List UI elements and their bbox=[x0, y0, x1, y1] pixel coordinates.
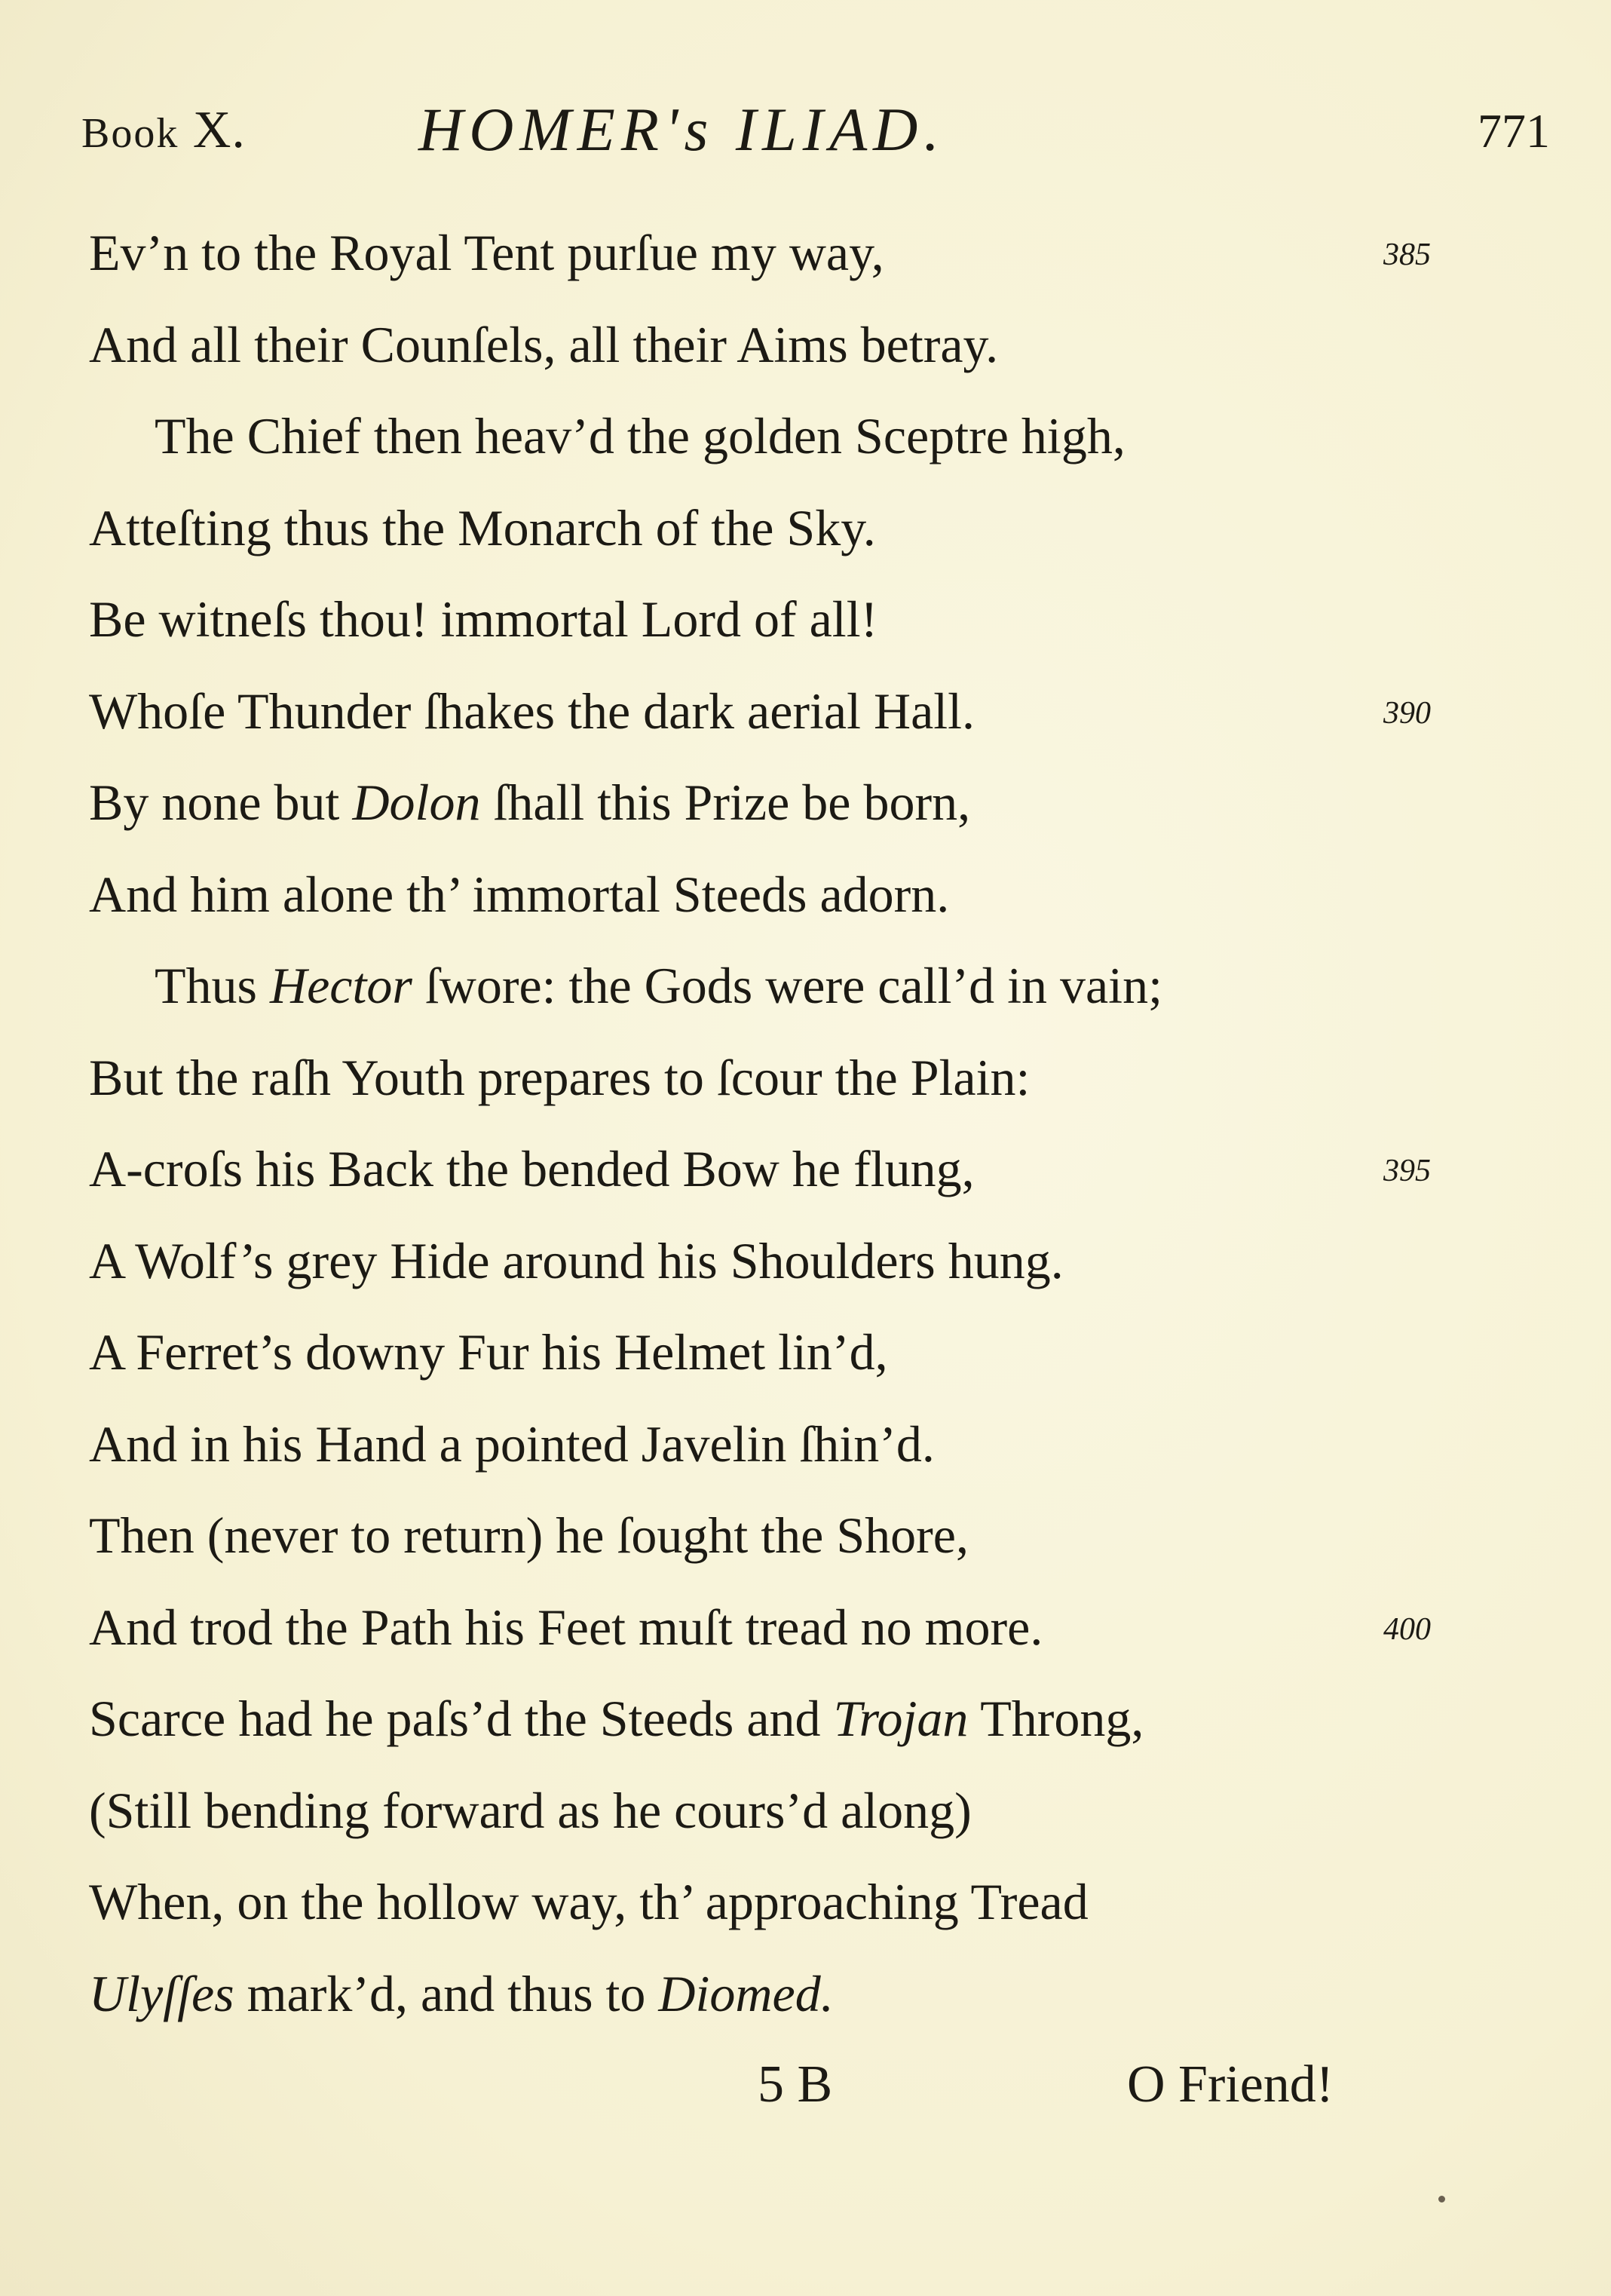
verse-text: A Wolf’s grey Hide around his Shoulders hung. bbox=[89, 1231, 1064, 1289]
verse-line-text bbox=[155, 952, 1162, 1019]
verse-text: Scarce had he paſs’d the Steeds and bbox=[89, 1690, 834, 1747]
running-header bbox=[0, 87, 1611, 170]
verse-line bbox=[0, 219, 1611, 311]
verse-line bbox=[0, 1227, 1611, 1319]
book-label bbox=[81, 100, 246, 161]
verse-text: And in his Hand a pointed Javelin ſhin’d. bbox=[89, 1415, 935, 1473]
verse-text: A-croſs his Back the bended Bow he flung, bbox=[89, 1140, 975, 1197]
verse-text: And him alone th’ immortal Steeds adorn. bbox=[89, 865, 950, 923]
verse-line-text bbox=[89, 1135, 975, 1203]
verse-line bbox=[0, 1960, 1611, 2052]
verse-line-text bbox=[89, 1318, 888, 1386]
verse-line-text bbox=[89, 1501, 969, 1569]
verse-text: And all their Counſels, all their Aims betray. bbox=[89, 315, 999, 373]
verse-line-text bbox=[89, 860, 949, 928]
verse-line bbox=[0, 402, 1611, 494]
verse-line-text bbox=[89, 311, 998, 379]
verse-line bbox=[0, 1410, 1611, 1502]
verse-line bbox=[0, 952, 1611, 1044]
verse-line-text bbox=[89, 1593, 1043, 1661]
verse-line-text bbox=[89, 1868, 1089, 1936]
italic-name: Hector bbox=[270, 957, 412, 1014]
italic-name: Diomed. bbox=[658, 1964, 834, 2022]
verse-line bbox=[0, 677, 1611, 769]
verse-text: But the raſh Youth prepares to ſcour the Plain: bbox=[89, 1048, 1031, 1106]
verse-line-text bbox=[89, 1776, 972, 1844]
italic-name: Trojan bbox=[833, 1690, 969, 1747]
verse-line bbox=[0, 860, 1611, 952]
verse-text: ſhall this Prize be born, bbox=[480, 774, 971, 831]
verse-line-text bbox=[89, 677, 975, 745]
verse-text: (Still bending forward as he cours’d along) bbox=[89, 1781, 972, 1839]
verse-line-text bbox=[89, 219, 884, 287]
italic-name: Ulyſſes bbox=[89, 1964, 234, 2022]
signature-mark: 5 B bbox=[758, 2055, 833, 2114]
verse-line bbox=[0, 1593, 1611, 1685]
line-number: 395 bbox=[1383, 1154, 1431, 1188]
verse-line-text bbox=[89, 1044, 1030, 1111]
verse-text: Then (never to return) he ſought the Shore, bbox=[89, 1507, 969, 1564]
page-number: 771 bbox=[1478, 104, 1550, 158]
verse-line-text bbox=[89, 494, 876, 562]
page-footer bbox=[0, 2055, 1611, 2138]
line-number: 385 bbox=[1383, 238, 1431, 272]
line-number: 400 bbox=[1383, 1611, 1431, 1647]
verse-text: mark’d, and thus to bbox=[234, 1964, 659, 2022]
line-number: 390 bbox=[1383, 695, 1431, 731]
paper-speck bbox=[1438, 2196, 1445, 2203]
verse-line-text bbox=[155, 402, 1126, 470]
verse-text: A Ferret’s downy Fur his Helmet lin’d, bbox=[89, 1323, 888, 1381]
verse-text: By none but bbox=[89, 774, 353, 831]
verse-line-text bbox=[89, 1684, 1144, 1752]
running-title: HOMER's ILIAD. bbox=[418, 95, 945, 164]
verse-text: Throng, bbox=[968, 1690, 1144, 1747]
verse-line bbox=[0, 1318, 1611, 1410]
verse-text: Whoſe Thunder ſhakes the dark aerial Hall. bbox=[89, 682, 975, 740]
verse-block bbox=[0, 219, 1611, 2051]
verse-line bbox=[0, 1776, 1611, 1868]
verse-text: Thus bbox=[155, 957, 270, 1014]
book-word: Book bbox=[81, 110, 179, 157]
verse-text: The Chief then heav’d the golden Sceptre high, bbox=[155, 407, 1126, 464]
verse-text: ſwore: the Gods were call’d in vain; bbox=[412, 957, 1162, 1014]
verse-line-text bbox=[89, 1227, 1064, 1295]
verse-line bbox=[0, 1868, 1611, 1960]
catchword: O Friend! bbox=[1127, 2055, 1334, 2114]
verse-line bbox=[0, 585, 1611, 677]
verse-line bbox=[0, 768, 1611, 860]
verse-line-text bbox=[89, 768, 970, 836]
verse-line bbox=[0, 1684, 1611, 1776]
verse-line-text bbox=[89, 585, 877, 653]
verse-text: When, on the hollow way, th’ approaching Tread bbox=[89, 1873, 1089, 1930]
verse-text: Ev’n to the Royal Tent purſue my way, bbox=[89, 224, 884, 281]
verse-line bbox=[0, 1501, 1611, 1593]
verse-line bbox=[0, 1135, 1611, 1227]
verse-line-text bbox=[89, 1410, 935, 1478]
verse-text: Be witneſs thou! immortal Lord of all! bbox=[89, 590, 878, 648]
verse-text: Atteſting thus the Monarch of the Sky. bbox=[89, 498, 876, 556]
verse-line-text bbox=[89, 1960, 834, 2028]
verse-line bbox=[0, 1044, 1611, 1136]
verse-line bbox=[0, 311, 1611, 403]
verse-line bbox=[0, 494, 1611, 586]
italic-name: Dolon bbox=[352, 774, 481, 831]
verse-text: And trod the Path his Feet muſt tread no more. bbox=[89, 1598, 1043, 1656]
book-number: X. bbox=[192, 101, 246, 159]
